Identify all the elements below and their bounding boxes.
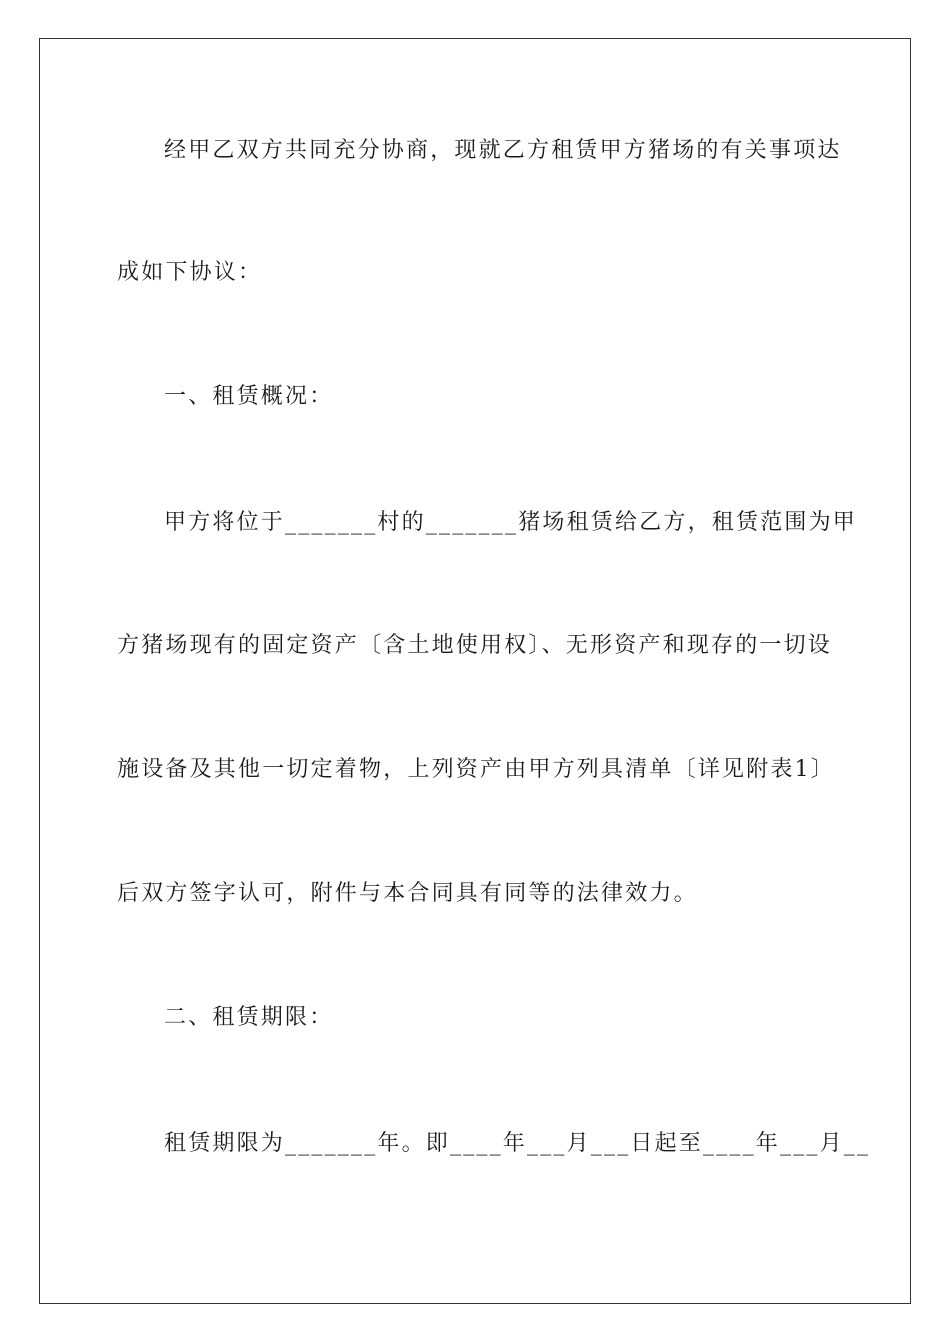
paragraph-intro-line-2: 成如下协议： [117,260,263,285]
paragraph-term-line-1: 租赁期限为_______年。即____年___月___日起至____年___月__ [164,1131,871,1156]
paragraph-overview-line-3: 施设备及其他一切定着物，上列资产由甲方列具清单〔详见附表1〕 [117,757,835,782]
paragraph-overview-line-1: 甲方将位于_______村的_______猪场租赁给乙方，租赁范围为甲 [164,510,858,535]
paragraph-overview-line-4: 后双方签字认可，附件与本合同具有同等的法律效力。 [117,881,698,906]
section-heading-lease-term: 二、租赁期限： [164,1005,334,1030]
page-frame [39,38,911,1304]
paragraph-intro-line-1: 经甲乙双方共同充分协商，现就乙方租赁甲方猪场的有关事项达 [164,138,842,163]
section-heading-lease-overview: 一、租赁概况： [164,384,334,409]
paragraph-overview-line-2: 方猪场现有的固定资产〔含土地使用权〕、无形资产和现存的一切设 [117,633,833,658]
